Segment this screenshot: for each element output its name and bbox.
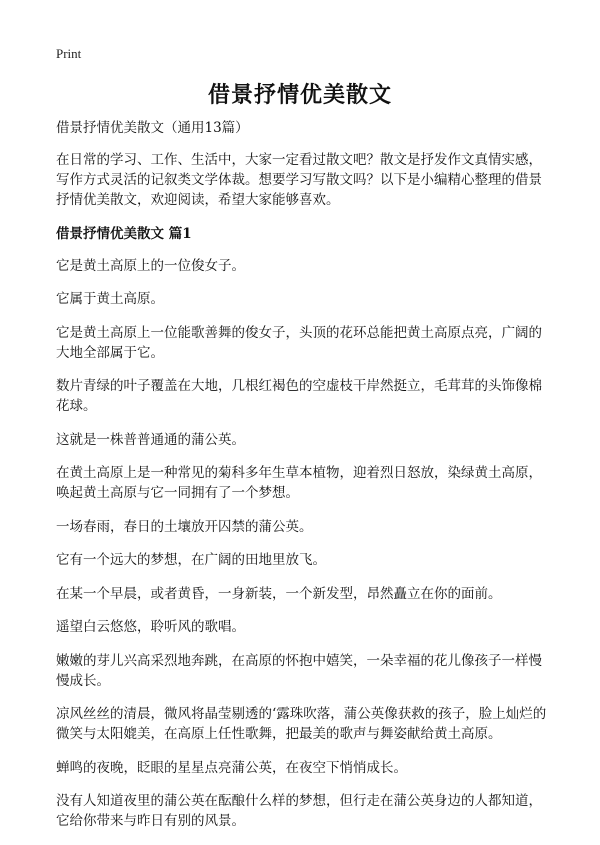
- article-subtitle: 借景抒情优美散文（通用13篇）: [56, 120, 249, 136]
- paragraph: 遥望白云悠悠，聆听风的歌唱。: [56, 619, 245, 635]
- section-heading: 借景抒情优美散文 篇1: [56, 225, 192, 242]
- paragraph: 它有一个远大的梦想，在广阔的田地里放飞。: [56, 552, 326, 568]
- paragraph: 蝉鸣的夜晚，眨眼的星星点亮蒲公英，在夜空下悄悄成长。: [56, 759, 407, 776]
- paragraph: 这就是一株普普通通的蒲公英。: [56, 431, 245, 448]
- article-body: [56, 118, 548, 845]
- paragraph: 它是黄土高原上的一位俊女子。: [56, 257, 245, 274]
- paragraph: 它属于黄土高原。: [56, 291, 164, 307]
- paragraph: 它是黄土高原上一位能歌善舞的俊女子，头顶的花环总能把黄土高原点亮，广阔的大地全部属于它。: [56, 324, 542, 361]
- intro-paragraph: 在日常的学习、工作、生活中，大家一定看过散文吧？散文是抒发作文真情实感，写作方式灵活的记叙类文学体裁。想要学习写散文吗？以下是小编精心整理的借景抒情优美散文，欢迎阅读，希望大家能够喜欢。: [56, 152, 542, 208]
- paragraph: 没有人知道夜里的蒲公英在酝酿什么样的梦想，但行走在蒲公英身边的人都知道，它给你带来与昨日有别的风景。: [56, 793, 542, 829]
- paragraph: 凉风丝丝的清晨，微风将晶莹剔透的‘露珠吹落，蒲公英像获救的孩子，脸上灿烂的微笑与太阳媲美，在高原上任性歌舞，把最美的歌声与舞姿献给黄土高原。: [56, 706, 547, 742]
- paragraph: 一场春雨，春日的土壤放开囚禁的蒲公英。: [56, 518, 313, 535]
- page-title: 借景抒情优美散文: [207, 82, 392, 108]
- paragraph: 在黄土高原上是一种常见的菊科多年生草本植物，迎着烈日怒放，染绿黄土高原，唤起黄土高原与它一同拥有了一个梦想。: [56, 465, 542, 501]
- paragraph: 数片青绿的叶子覆盖在大地，几根红褐色的空虚枝干岸然挺立，毛茸茸的头饰像棉花球。: [56, 378, 542, 414]
- print-link[interactable]: Print: [56, 46, 82, 61]
- paragraph: 嫩嫩的芽儿兴高采烈地奔跳，在高原的怀抱中嬉笑，一朵幸福的花儿像孩子一样慢慢成长。: [56, 652, 542, 689]
- paragraph: 在某一个早晨，或者黄昏，一身新装，一个新发型，昂然矗立在你的面前。: [56, 585, 502, 602]
